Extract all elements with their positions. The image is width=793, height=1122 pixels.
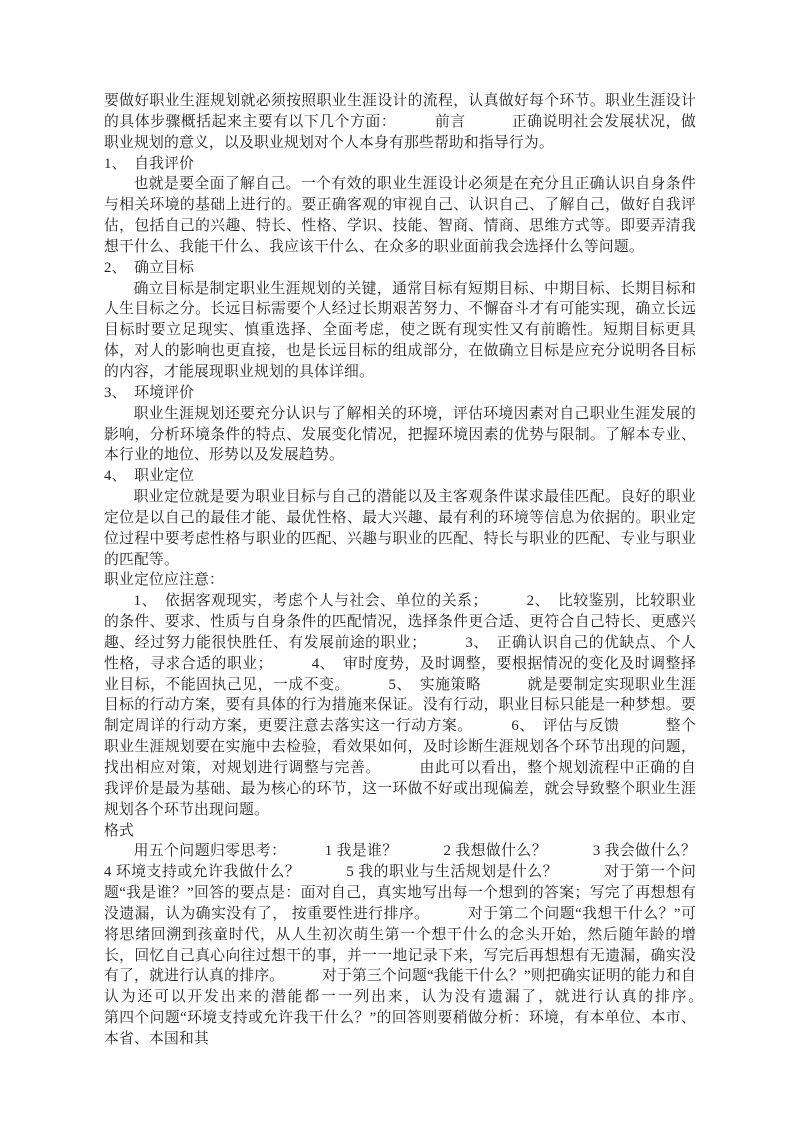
format-heading: 格式 (104, 822, 134, 839)
self-evaluation-paragraph: 也就是要全面了解自己。一个有效的职业生涯设计必须是在充分且正确认识自身条件与相关环境的基础上进行的。要正确客观的审视自己、认识自己、了解自己，做好自我评估，包括自己的兴趣、特长、性格、学识、技能、智商、情商、思维方式等。即要弄清我想干什么、我能干什么、我应该干什么、在众多的职业面前我会选择什么等问题。 (104, 176, 696, 255)
five-questions-paragraph: 用五个问题归零思考： 1 我是谁？ 2 我想做什么？ 3 我会做什么？ 4 环境支持或允许我做什么？ 5 我的职业与生活规划是什么？ 对于第一个问题“我是谁？”回答的要点是：面对自己，真实地写出每一个想到的答案；写完了再想想有没遗漏，认为确实没有了， 按重要性进行排序。 对于第二个问题“我想干什么？”可将思绪回溯到孩童时代，从人生初次萌生第一个想干什么的念头开始，然后随年龄的增长，回忆自己真心向往过想干的事，并一一地记录下来，写完后再想想有无遗漏，确实没有了，就进行认真的排序。 对于第三个问题“我能干什么？”则把确实证明的能力和自认为还可以开发出来的潜能都一一列出来，认为没有遗漏了，就进行认真的排序。 第四个问题“环境支持或允许我干什么？”的回答则要稍做分析：环境，有本单位、本市、本省、本国和其 (104, 843, 741, 1047)
heading-2-set-goals: 2、 确立目标 (104, 259, 195, 276)
heading-3-environment-evaluation: 3、 环境评价 (104, 384, 195, 401)
heading-1-self-evaluation: 1、 自我评价 (104, 155, 195, 172)
set-goals-paragraph: 确立目标是制定职业生涯规划的关键，通常目标有短期目标、中期目标、长期目标和人生目标之分。长远目标需要个人经过长期艰苦努力、不懈奋斗才有可能实现，确立长远目标时要立足现实、慎重选择、全面考虑，使之既有现实性又有前瞻性。短期目标更具体，对人的影响也更直接，也是长远目标的组成部分，在做确立目标是应充分说明各目标的内容，才能展现职业规划的具体详细。 (104, 280, 696, 380)
positioning-notes-paragraph: 1、 依据客观现实，考虑个人与社会、单位的关系； 2、 比较鉴别，比较职业的条件、要求、性质与自身条件的匹配情况，选择条件更合适、更符合自己特长、更感兴趣、经过努力能很快胜任、有发展前途的职业； 3、 正确认识自己的优缺点、个人性格，寻求合适的职业； 4、 审时度势，及时调整，要根据情况的变化及时调整择业目标，不能固执己见，一成不变。 5、 实施策略 就是要制定实现职业生涯目标的行动方案，要有具体的行为措施来保证。没有行动，职业目标只能是一种梦想。要制定周详的行动方案，更要注意去落实这一行动方案。 6、 评估与反馈 整个职业生涯规划要在实施中去检验，看效果如何，及时诊断生涯规划各个环节出现的问题，找出相应对策，对规划进行调整与完善。 由此可以看出，整个规划流程中正确的自我评价是最为基础、最为核心的环节，这一环做不好或出现偏差，就会导致整个职业生涯规划各个环节出现问题。 (104, 593, 696, 818)
positioning-notes-heading: 职业定位应注意： (104, 572, 224, 589)
intro-paragraph: 要做好职业生涯规划就必须按照职业生涯设计的流程，认真做好每个环节。职业生涯设计的具体步骤概括起来主要有以下几个方面： 前言 正确说明社会发展状况，做职业规划的意义，以及职业规划对个人本身有那些帮助和指导行为。 (104, 93, 696, 151)
document-body (104, 91, 741, 1050)
environment-evaluation-paragraph: 职业生涯规划还要充分认识与了解相关的环境，评估环境因素对自己职业生涯发展的影响，分析环境条件的特点、发展变化情况，把握环境因素的优势与限制。了解本专业、本行业的地位、形势以及发展趋势。 (104, 405, 696, 464)
heading-4-career-positioning: 4、 职业定位 (104, 468, 195, 485)
career-positioning-paragraph: 职业定位就是要为职业目标与自己的潜能以及主客观条件谋求最佳匹配。良好的职业定位是以自己的最佳才能、最优性格、最大兴趣、最有利的环境等信息为依据的。职业定位过程中要考虑性格与职业的匹配、兴趣与职业的匹配、特长与职业的匹配、专业与职业的匹配等。 (104, 489, 696, 568)
